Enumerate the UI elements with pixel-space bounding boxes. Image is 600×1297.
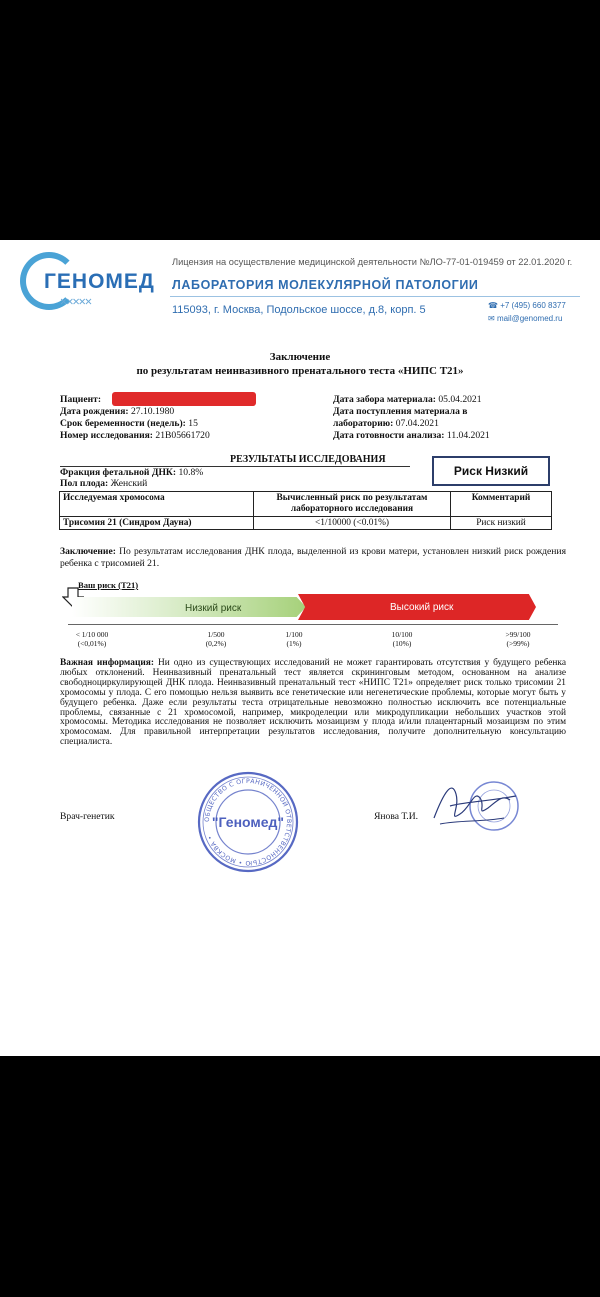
important-info-paragraph bbox=[60, 659, 566, 748]
redacted-patient-name bbox=[112, 392, 256, 406]
column-header: Комментарий bbox=[451, 492, 552, 517]
license-line: Лицензия на осуществление медицинской деятельности №ЛО-77-01-019459 от 22.01.2020 г. bbox=[172, 257, 573, 267]
lab-email: ✉ mail@genomed.ru bbox=[488, 314, 563, 323]
mail-icon: ✉ bbox=[488, 314, 497, 323]
report-page bbox=[0, 240, 600, 1056]
table-cell: <1/10000 (<0.01%) bbox=[254, 517, 451, 530]
arrival-date-field-line2: лабораторию: 07.04.2021 bbox=[333, 418, 439, 429]
table-cell: Риск низкий bbox=[451, 517, 552, 530]
table-cell: Трисомия 21 (Синдром Дауна) bbox=[60, 517, 254, 530]
risk-tick: 1/500 (0,2%) bbox=[205, 630, 227, 648]
svg-text:ОБЩЕСТВО С ОГРАНИЧЕННОЙ ОТВЕТС: ОБЩЕСТВО С ОГРАНИЧЕННОЙ ОТВЕТСТВЕННОСТЬЮ • МОСКВА • bbox=[203, 777, 293, 867]
document-subtitle: по результатам неинвазивного пренатального теста «НИПС Т21» bbox=[136, 365, 464, 377]
ready-date-field: Дата готовности анализа: 11.04.2021 bbox=[333, 430, 490, 441]
conclusion-text: По результатам исследования ДНК плода, выделенной из крови матери, установлен низкий риск рождения ребенка с трисомией 21. bbox=[60, 546, 566, 569]
patient-field: Пациент: bbox=[60, 394, 102, 405]
results-table bbox=[59, 491, 552, 530]
svg-text:"Геномед": "Геномед" bbox=[211, 814, 285, 830]
doctor-name: Янова Т.И. bbox=[374, 811, 419, 822]
risk-tick: 10/100 (10%) bbox=[391, 630, 413, 648]
doctor-role-label: Врач-генетик bbox=[60, 811, 115, 822]
arrival-date-field-line1: Дата поступления материала в bbox=[333, 406, 468, 417]
table-header-row bbox=[60, 492, 552, 517]
lab-title: ЛАБОРАТОРИЯ МОЛЕКУЛЯРНОЙ ПАТОЛОГИИ bbox=[172, 278, 479, 292]
fetal-fraction-field: Фракция фетальной ДНК: 10.8% bbox=[60, 467, 204, 478]
pregnancy-term-field: Срок беременности (недель): 15 bbox=[60, 418, 198, 429]
table-row bbox=[60, 517, 552, 530]
header-divider bbox=[170, 296, 580, 297]
fetal-sex-field: Пол плода: Женский bbox=[60, 478, 148, 489]
conclusion-label: Заключение: bbox=[60, 546, 116, 557]
risk-tick: 1/100 (1%) bbox=[285, 630, 303, 648]
doctor-signature-icon bbox=[430, 772, 525, 842]
high-risk-label: Высокий риск bbox=[390, 602, 454, 613]
sample-date-field: Дата забора материала: 05.04.2021 bbox=[333, 394, 482, 405]
company-stamp-icon bbox=[196, 770, 300, 874]
your-risk-label: Ваш риск (Т21) bbox=[78, 580, 139, 590]
column-header: Исследуемая хромосома bbox=[60, 492, 254, 517]
important-info-text: Ни одно из существующих исследований не может гарантировать отсутствия у будущего ребенка любых отклонений. Неинвазивный пренатальный тест является скрининговым методом, основанном на анализе свободноциркулирующей ДНК плода. Неинвазивный пренатальный тест «НИПС Т21» определяет риск только трисомии 21 хромосомы у плода. С его помощью нельзя выявить все генетические или негенетические проблемы, которые могут быть у будущего ребенка. Даже если результаты теста отрицательные невозможно полностью исключить все потенциальные проблемы, связанные с 21 хромосомой, например, микроделеции или микродупликации небольших участков этой хромосомы. Методика исследования не позволяет исключить мозаицизм у плода и/или плацентарный мозаицизм по этим хромосомам. Для правильной интерпретации результатов исследования, получите дополнительную консультацию специалиста. bbox=[60, 658, 566, 748]
low-risk-label: Низкий риск bbox=[185, 603, 242, 614]
risk-tick: < 1/10 000 (<0,01%) bbox=[75, 630, 109, 648]
document-title: Заключение bbox=[269, 351, 331, 363]
results-heading: РЕЗУЛЬТАТЫ ИССЛЕДОВАНИЯ bbox=[230, 454, 386, 465]
dna-helix-icon: ✕✕✕✕✕ bbox=[60, 294, 92, 308]
conclusion-paragraph bbox=[60, 546, 566, 570]
risk-tick: >99/100 (>99%) bbox=[505, 630, 531, 648]
lab-address: 115093, г. Москва, Подольское шоссе, д.8, корп. 5 bbox=[172, 304, 426, 316]
birth-date-field: Дата рождения: 27.10.1980 bbox=[60, 406, 175, 417]
risk-result-box: Риск Низкий bbox=[432, 456, 550, 486]
important-info-label: Важная информация: bbox=[60, 658, 154, 668]
study-number-field: Номер исследования: 21B05661720 bbox=[60, 430, 210, 441]
logo-text: ГЕНОМЕД bbox=[44, 270, 155, 293]
lab-phone: ☎ +7 (495) 660 8377 bbox=[488, 301, 566, 310]
column-header: Вычисленный риск по результатам лабораторного исследования bbox=[254, 492, 451, 517]
risk-scale-baseline bbox=[68, 624, 558, 625]
phone-icon: ☎ bbox=[488, 301, 501, 310]
